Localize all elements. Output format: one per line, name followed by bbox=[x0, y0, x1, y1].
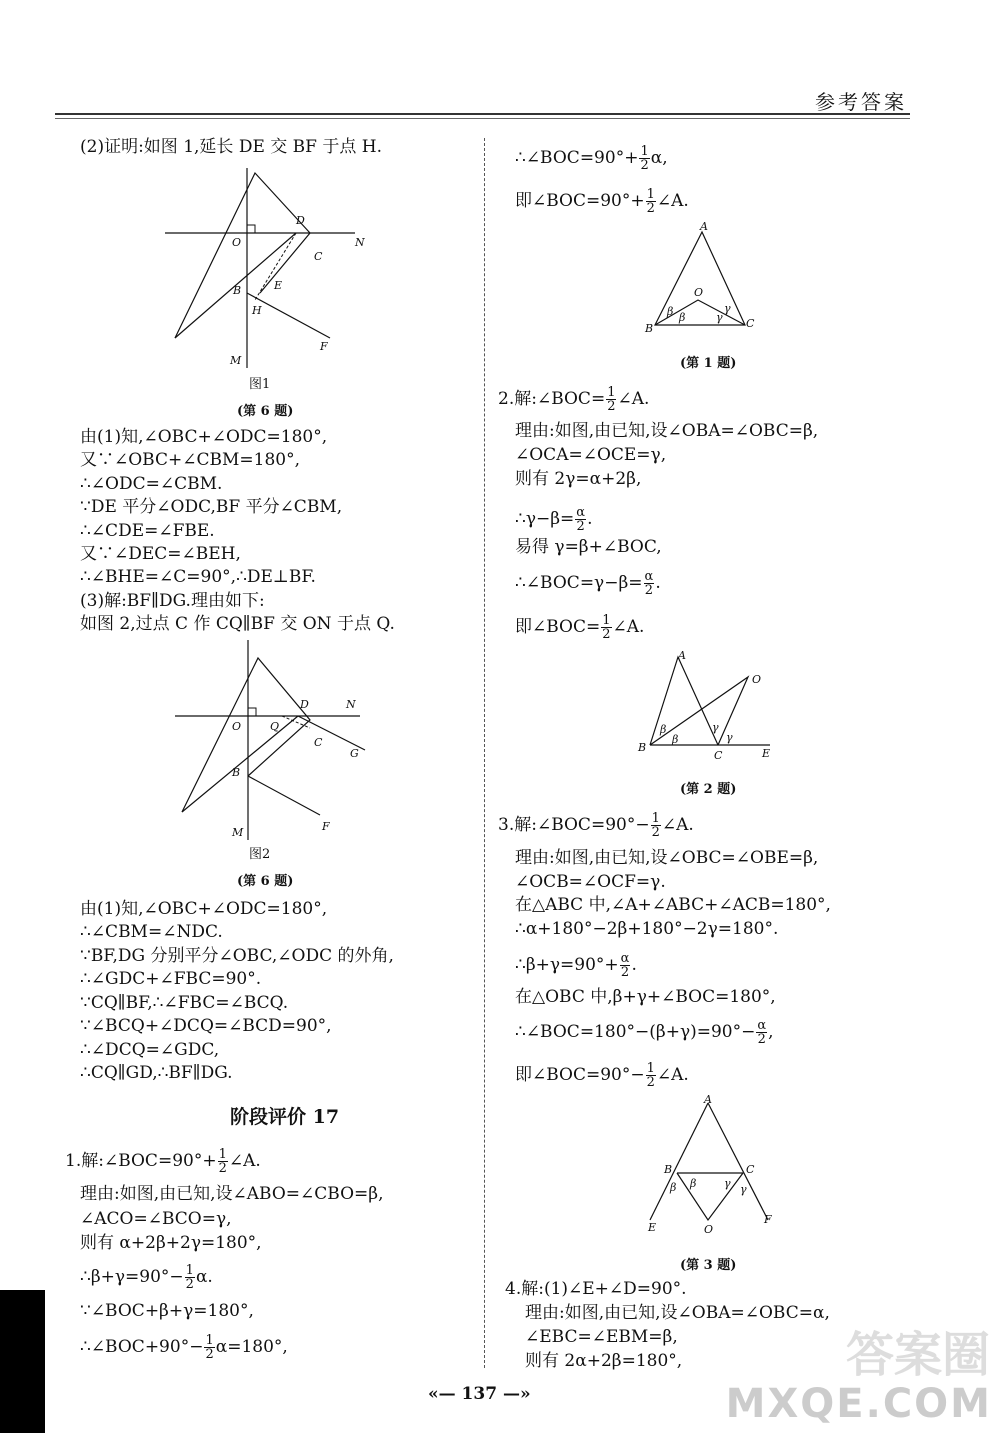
svg-text:B: B bbox=[645, 322, 654, 335]
svg-text:β: β bbox=[679, 311, 686, 324]
svg-text:C: C bbox=[314, 736, 323, 749]
text-line: ∠OCA=∠OCE=γ, bbox=[515, 445, 667, 465]
svg-text:A: A bbox=[700, 220, 708, 233]
text-line: 在△ABC 中,∠A+∠ABC+∠ACB=180°, bbox=[515, 895, 831, 915]
figure-caption: (第 6 题) bbox=[237, 404, 294, 419]
text-line: ∴∠BHE=∠C=90°,∴DE⊥BF. bbox=[80, 567, 316, 587]
text-line: 则有 2γ=α+2β, bbox=[515, 469, 642, 489]
text-line: ∴∠DCQ=∠GDC, bbox=[80, 1040, 220, 1060]
text-line: (2)证明:如图 1,延长 DE 交 BF 于点 H. bbox=[80, 137, 383, 157]
svg-text:B: B bbox=[233, 284, 242, 297]
svg-text:B: B bbox=[638, 741, 647, 754]
text-line: ∴∠BOC+90°− $\frac{1}{2}$ α=180°, bbox=[80, 1333, 288, 1362]
svg-text:γ: γ bbox=[740, 1183, 747, 1196]
svg-text:γ: γ bbox=[724, 302, 731, 315]
svg-text:β: β bbox=[670, 1181, 677, 1194]
text-line: ∴γ−β= $\frac{\alpha}{2}$ . bbox=[515, 505, 593, 534]
watermark-logo: 答案圈 bbox=[845, 1327, 990, 1383]
text-line: 1.解:∠BOC=90°+ $\frac{1}{2}$ ∠A. bbox=[65, 1147, 261, 1176]
text-line: 2.解:∠BOC= $\frac{1}{2}$ ∠A. bbox=[498, 385, 650, 414]
text-line: ∵∠BCQ+∠DCQ=∠BCD=90°, bbox=[80, 1016, 332, 1036]
figure-1 bbox=[160, 168, 370, 373]
figure-caption: (第 3 题) bbox=[680, 1258, 737, 1273]
figure-label: 图2 bbox=[249, 847, 271, 862]
svg-text:M: M bbox=[232, 826, 244, 839]
svg-text:H: H bbox=[252, 304, 262, 317]
text-line: ∴∠CDE=∠FBE. bbox=[80, 521, 215, 541]
svg-text:N: N bbox=[355, 236, 365, 249]
svg-text:C: C bbox=[314, 250, 323, 263]
text-line: 如图 2,过点 C 作 CQ∥BF 交 ON 于点 Q. bbox=[80, 614, 395, 634]
text-line: 理由:如图,由已知,设∠OBA=∠OBC=β, bbox=[515, 421, 819, 441]
figure-q3 bbox=[640, 1095, 780, 1235]
text-line: 理由:如图,由已知,设∠ABO=∠CBO=β, bbox=[80, 1184, 384, 1204]
svg-text:B: B bbox=[232, 766, 241, 779]
svg-text:M: M bbox=[230, 354, 242, 367]
text-line: ∴∠GDC+∠FBC=90°. bbox=[80, 969, 262, 989]
edge-marker bbox=[0, 1290, 45, 1433]
figure-q1 bbox=[640, 220, 760, 335]
svg-text:B: B bbox=[664, 1163, 673, 1176]
header-rule-thin bbox=[55, 118, 910, 119]
text-line: ∴α+180°−2β+180°−2γ=180°. bbox=[515, 919, 779, 939]
text-line: 4.解:(1)∠E+∠D=90°. bbox=[505, 1279, 687, 1299]
text-line: ∴∠BOC=180°−(β+γ)=90°− $\frac{\alpha}{2}$ , bbox=[515, 1018, 774, 1047]
svg-text:D: D bbox=[296, 214, 305, 227]
svg-text:F: F bbox=[320, 340, 328, 353]
figure-caption: (第 6 题) bbox=[237, 874, 294, 889]
text-line: ∵∠BOC+β+γ=180°, bbox=[80, 1301, 254, 1321]
svg-text:O: O bbox=[232, 720, 242, 733]
text-line: ∵BF,DG 分别平分∠OBC,∠ODC 的外角, bbox=[80, 946, 394, 966]
column-divider bbox=[484, 138, 485, 1368]
section-title: 阶段评价 17 bbox=[230, 1106, 340, 1128]
svg-text:G: G bbox=[350, 747, 359, 760]
text-line: ∵DE 平分∠ODC,BF 平分∠CBM, bbox=[80, 497, 343, 517]
header-rule bbox=[55, 113, 910, 115]
text-line: ∴β+γ=90°− $\frac{1}{2}$ α. bbox=[80, 1263, 213, 1292]
text-line: ∠OCB=∠OCF=γ. bbox=[515, 872, 666, 892]
text-line: 在△OBC 中,β+γ+∠BOC=180°, bbox=[515, 987, 776, 1007]
text-line: ∠ACO=∠BCO=γ, bbox=[80, 1209, 232, 1229]
text-line: 3.解:∠BOC=90°− $\frac{1}{2}$ ∠A. bbox=[498, 811, 694, 840]
svg-text:γ: γ bbox=[726, 731, 733, 744]
svg-text:O: O bbox=[232, 236, 242, 249]
svg-text:β: β bbox=[690, 1177, 697, 1190]
svg-text:F: F bbox=[764, 1213, 772, 1226]
svg-text:E: E bbox=[648, 1221, 657, 1234]
page-number: «— 137 —» bbox=[428, 1384, 531, 1404]
text-line: ∴∠BOC=90°+ $\frac{1}{2}$ α, bbox=[515, 144, 668, 173]
svg-text:O: O bbox=[694, 286, 704, 299]
figure-2 bbox=[170, 640, 370, 840]
text-line: (3)解:BF∥DG.理由如下: bbox=[80, 591, 265, 611]
figure-caption: (第 2 题) bbox=[680, 782, 737, 797]
text-line: ∴∠BOC=γ−β= $\frac{\alpha}{2}$ . bbox=[515, 569, 661, 598]
text-line: ∴∠CBM=∠NDC. bbox=[80, 922, 223, 942]
text-line: ∴CQ∥GD,∴BF∥DG. bbox=[80, 1063, 233, 1083]
svg-text:O: O bbox=[752, 673, 762, 686]
text-line: 易得 γ=β+∠BOC, bbox=[515, 537, 662, 557]
watermark: MXQE.COM bbox=[725, 1381, 992, 1427]
text-line: 理由:如图,由已知,设∠OBC=∠OBE=β, bbox=[515, 848, 819, 868]
text-line: 又∵∠OBC+∠CBM=180°, bbox=[80, 450, 300, 470]
svg-text:γ: γ bbox=[724, 1177, 731, 1190]
svg-text:β: β bbox=[660, 723, 667, 736]
svg-text:β: β bbox=[672, 733, 679, 746]
text-line: 由(1)知,∠OBC+∠ODC=180°, bbox=[80, 899, 328, 919]
text-line: 理由:如图,由已知,设∠OBA=∠OBC=α, bbox=[525, 1303, 830, 1323]
svg-text:C: C bbox=[746, 317, 755, 330]
text-line: 则有 α+2β+2γ=180°, bbox=[80, 1233, 262, 1253]
text-line: ∵CQ∥BF,∴∠FBC=∠BCQ. bbox=[80, 993, 289, 1013]
figure-label: 图1 bbox=[249, 377, 271, 392]
text-line: 又∵∠DEC=∠BEH, bbox=[80, 544, 241, 564]
text-line: ∴∠ODC=∠CBM. bbox=[80, 474, 223, 494]
svg-text:A: A bbox=[704, 1095, 712, 1106]
text-line: 由(1)知,∠OBC+∠ODC=180°, bbox=[80, 427, 328, 447]
svg-text:D: D bbox=[300, 698, 309, 711]
figure-q2 bbox=[630, 645, 790, 765]
svg-text:β: β bbox=[667, 305, 674, 318]
text-line: 即∠BOC=90°− $\frac{1}{2}$ ∠A. bbox=[515, 1061, 689, 1090]
svg-text:E: E bbox=[762, 747, 771, 760]
svg-text:E: E bbox=[274, 279, 283, 292]
svg-text:N: N bbox=[346, 698, 356, 711]
text-line: 即∠BOC= $\frac{1}{2}$ ∠A. bbox=[515, 613, 645, 642]
text-line: ∠EBC=∠EBM=β, bbox=[525, 1327, 678, 1347]
text-line: ∴β+γ=90°+ $\frac{\alpha}{2}$ . bbox=[515, 951, 637, 980]
svg-text:γ: γ bbox=[716, 311, 723, 324]
svg-text:C: C bbox=[746, 1163, 755, 1176]
text-line: 即∠BOC=90°+ $\frac{1}{2}$ ∠A. bbox=[515, 187, 689, 216]
svg-text:Q: Q bbox=[270, 720, 280, 733]
svg-text:A: A bbox=[678, 649, 686, 662]
svg-text:C: C bbox=[714, 749, 723, 762]
svg-text:O: O bbox=[704, 1223, 714, 1235]
figure-caption: (第 1 题) bbox=[680, 356, 737, 371]
svg-text:γ: γ bbox=[712, 721, 719, 734]
header-title: 参考答案 bbox=[815, 90, 907, 114]
text-line: 则有 2α+2β=180°, bbox=[525, 1351, 683, 1371]
svg-text:F: F bbox=[322, 820, 330, 833]
